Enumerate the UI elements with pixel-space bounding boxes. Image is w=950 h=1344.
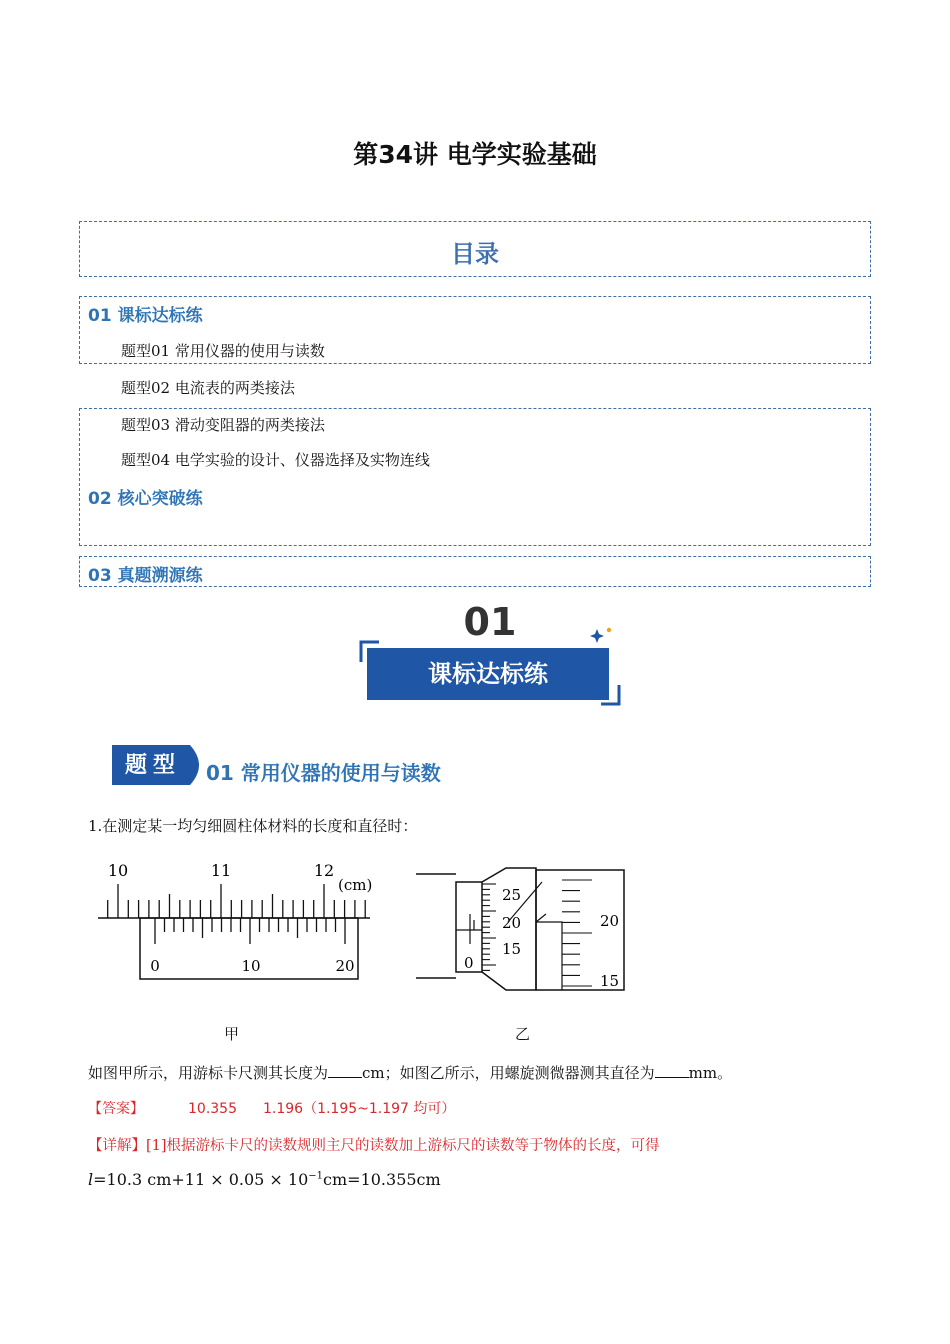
formula-exponent: −1 [308, 1170, 324, 1182]
thimble-label-20: 20 [502, 914, 522, 932]
thimble-label-15: 15 [502, 940, 522, 958]
topic-title: 01 常用仪器的使用与读数 [206, 761, 441, 785]
caliper-unit-label: (cm) [338, 876, 373, 894]
caliper-vernier-label-20: 20 [335, 957, 355, 975]
fill-text-2: cm；如图乙所示，用螺旋测微器测其直径为 [362, 1064, 655, 1082]
answer-line [88, 1098, 455, 1118]
fill-text-1: 如图甲所示，用游标卡尺测其长度为 [88, 1064, 329, 1082]
toc-heading: 目录 [451, 240, 499, 268]
toc-item-4[interactable]: 题型04 电学实验的设计、仪器选择及实物连线 [121, 451, 430, 469]
answer-value-2: 1.196（1.195~1.197 均可） [263, 1101, 456, 1117]
sparkle-icon [590, 629, 604, 643]
caliper-main-label-12: 12 [313, 861, 335, 880]
caliper-main-label-11: 11 [210, 861, 232, 880]
detail-text: [1]根据游标卡尺的读数规则主尺的读数加上游标尺的读数等于物体的长度，可得 [146, 1138, 660, 1154]
detail-label-15: 15 [600, 972, 620, 990]
formula-variable: l [88, 1170, 94, 1189]
vernier-caliper-figure [88, 852, 388, 992]
topic-tag: 题型 [124, 752, 181, 778]
topic-tag-shape [112, 745, 208, 785]
micrometer-figure [412, 862, 632, 997]
toc-item-2[interactable]: 题型02 电流表的两类接法 [121, 379, 295, 397]
detail-line [88, 1134, 660, 1155]
formula-line [88, 1170, 441, 1189]
toc-section-1[interactable]: 01 课标达标练 [88, 306, 203, 326]
toc-section-2[interactable]: 02 核心突破练 [88, 489, 203, 509]
detail-label: 【详解】 [88, 1138, 146, 1154]
caliper-vernier-label-0: 0 [150, 957, 160, 975]
toc-section-3[interactable]: 03 真题溯源练 [88, 566, 203, 586]
blank-diameter[interactable] [655, 1063, 689, 1078]
caliper-main-label-10: 10 [107, 861, 129, 880]
answer-label: 【答案】 [88, 1101, 144, 1117]
banner-number: 01 [463, 600, 517, 644]
formula-lhs: =10.3 cm+11 × 0.05 × 10 [93, 1170, 309, 1189]
detail-label-20: 20 [600, 912, 620, 930]
page-title: 第34讲 电学实验基础 [353, 140, 597, 169]
banner-label: 课标达标练 [367, 648, 609, 700]
fill-in-sentence [88, 1062, 732, 1083]
blank-length[interactable] [328, 1063, 362, 1078]
question-stem: 1.在测定某一均匀细圆柱体材料的长度和直径时： [88, 817, 418, 835]
fill-text-3: mm。 [688, 1064, 733, 1082]
caliper-vernier-label-10: 10 [241, 957, 261, 975]
figure-caption-right: 乙 [515, 1025, 531, 1043]
answer-value-1: 10.355 [188, 1101, 237, 1117]
figure-caption-left: 甲 [224, 1025, 240, 1043]
dot-icon [607, 628, 611, 632]
formula-rhs: cm=10.355cm [323, 1170, 441, 1189]
toc-item-1[interactable]: 题型01 常用仪器的使用与读数 [121, 342, 325, 360]
section-banner [355, 600, 625, 710]
thimble-label-25: 25 [502, 886, 522, 904]
toc-heading-box [79, 221, 871, 277]
sleeve-zero-label: 0 [464, 954, 474, 972]
toc-item-3[interactable]: 题型03 滑动变阻器的两类接法 [121, 416, 325, 434]
